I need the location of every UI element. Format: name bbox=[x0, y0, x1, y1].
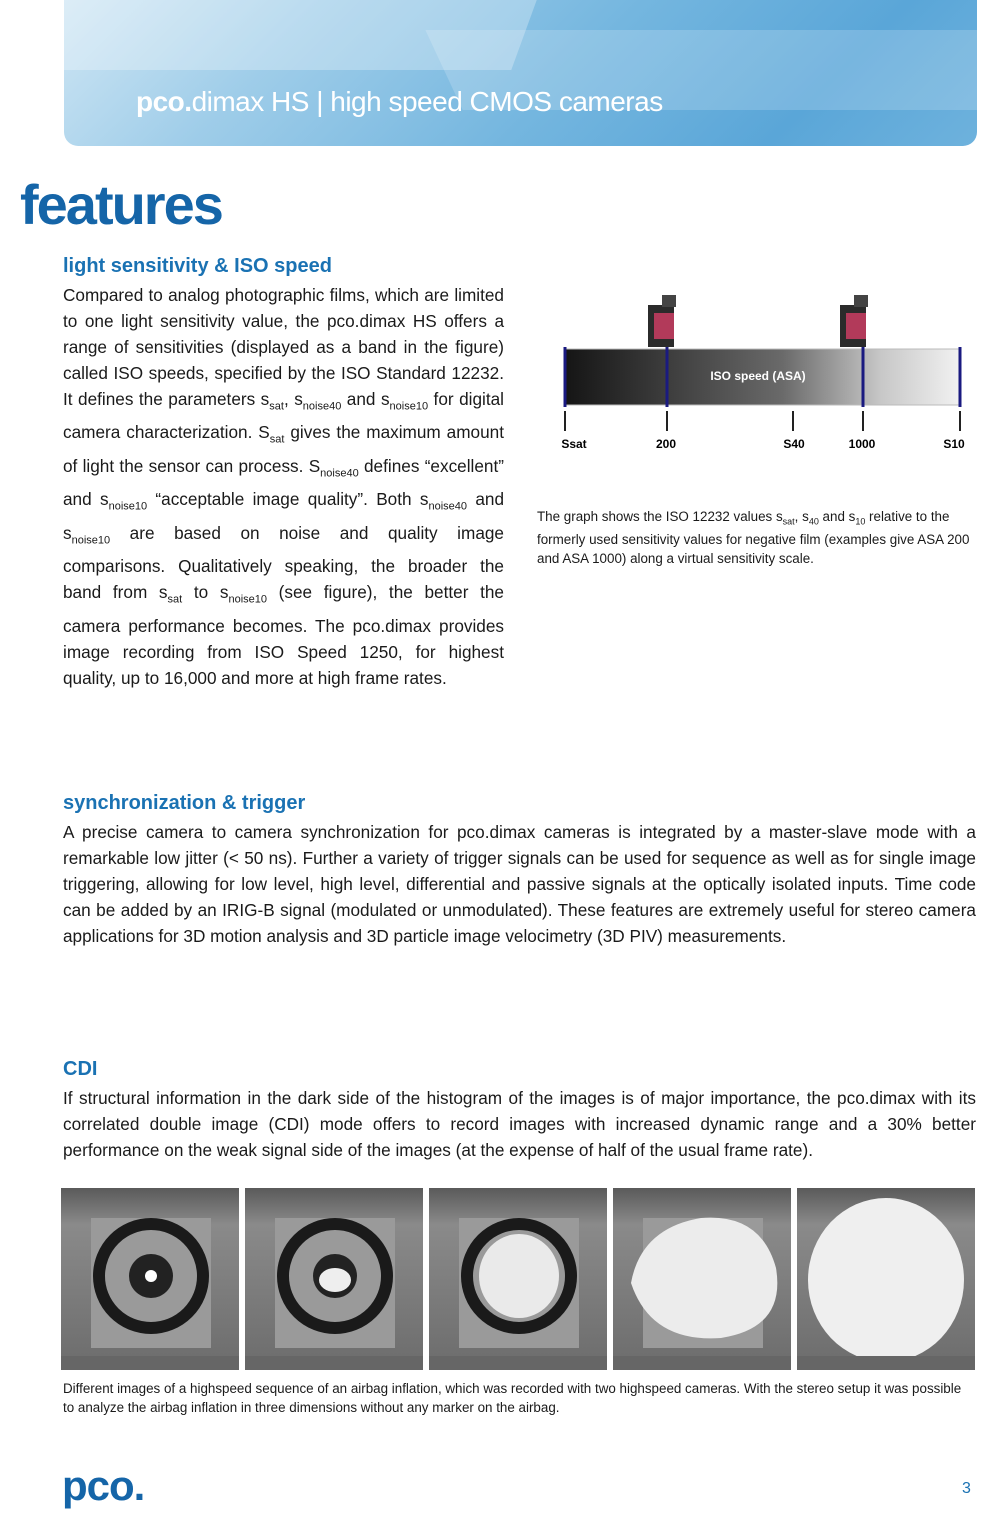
tick-label-s10: S10 bbox=[943, 437, 965, 451]
airbag-frame-3 bbox=[429, 1188, 607, 1370]
iso-paragraph: Compared to analog photographic films, which are limited to one light sensitivity value, the pco.dimax HS offers a range of sensitivities (displayed as a band in the figure) called ISO speeds, specified by the ISO Standard 12232. It defines the parameters $s_{sat}$, $s_{noise40}$ and $s_{noise10}$ for digital camera characterization. $S_{sat}$ gives the maximum amount of light the sensor can process. $S_{noise40}$ defines “excellent” and $s_{noise10}$ “acceptable image quality”. Both $s_{noise40}$ and $s_{noise10}$ are based on noise and quality image comparisons. Qualitatively speaking, the broader the band from $s_{sat}$ to $s_{noise10}$ (see figure), the better the camera performance becomes. The pco.dimax provides image recording from ISO Speed 1250, for highest quality, up to 16,000 and more at high frame rates. bbox=[63, 285, 504, 688]
airbag-frame-4 bbox=[613, 1188, 791, 1370]
iso-speed-figure bbox=[540, 285, 980, 465]
airbag-caption: Different images of a highspeed sequence of an airbag inflation, which was recorded with two highspeed cameras. With the stereo setup it was possible to analyze the airbag inflation in three dimensions without any marker on the airbag. bbox=[63, 1381, 962, 1415]
airbag-frame-5 bbox=[797, 1188, 975, 1370]
sync-paragraph: A precise camera to camera synchronization for pco.dimax cameras is integrated by a master-slave mode with a remarkable low jitter (< 50 ns). Further a variety of trigger signals can be used for sequence as well as for single image triggering, allowing for low level, high level, differential and passive signals at the optically isolated inputs. Time code can be added by an IRIG-B signal (modulated or unmodulated). These features are extremely useful for stereo camera applications for 3D motion analysis and 3D particle image velocimetry (3D PIV) measurements. bbox=[63, 822, 976, 946]
footer-logo: pco. bbox=[62, 1462, 145, 1509]
airbag-frame-1 bbox=[61, 1188, 239, 1370]
film-canister-icon-1000 bbox=[840, 295, 868, 347]
airbag-sequence-images bbox=[61, 1188, 975, 1370]
sync-heading: synchronization & trigger bbox=[63, 792, 306, 814]
tick-label-ssat: Ssat bbox=[561, 437, 587, 451]
header-banner bbox=[64, 0, 977, 146]
film-canister-icon-200 bbox=[648, 295, 676, 347]
page-title: features bbox=[20, 173, 222, 236]
header-product-line: dimax HS | high speed CMOS cameras bbox=[191, 86, 663, 117]
airbag-frame-2 bbox=[245, 1188, 423, 1370]
iso-band-label: ISO speed (ASA) bbox=[710, 369, 806, 383]
cdi-heading: CDI bbox=[63, 1058, 98, 1080]
iso-heading: light sensitivity & ISO speed bbox=[63, 255, 332, 277]
tick-label-s40: S40 bbox=[783, 437, 805, 451]
tick-label-1000: 1000 bbox=[848, 437, 876, 451]
header-title bbox=[136, 86, 663, 118]
page-number: 3 bbox=[962, 1480, 971, 1497]
tick-label-200: 200 bbox=[655, 437, 677, 451]
iso-figure-caption: The graph shows the ISO 12232 values $s_{sat}$, $s_{40}$ and $s_{10}$ relative to the formerly used sensitivity values for negative film (examples give ASA 200 and ASA 1000) along a virtual sensitivity scale. bbox=[537, 509, 970, 566]
cdi-paragraph: If structural information in the dark side of the histogram of the images is of major importance, the pco.dimax with its correlated double image (CDI) mode offers to record images with increased dynamic range and a 30% better performance on the weak signal side of the images (at the expense of half of the usual frame rate). bbox=[63, 1088, 976, 1160]
header-brand: pco. bbox=[136, 86, 192, 117]
